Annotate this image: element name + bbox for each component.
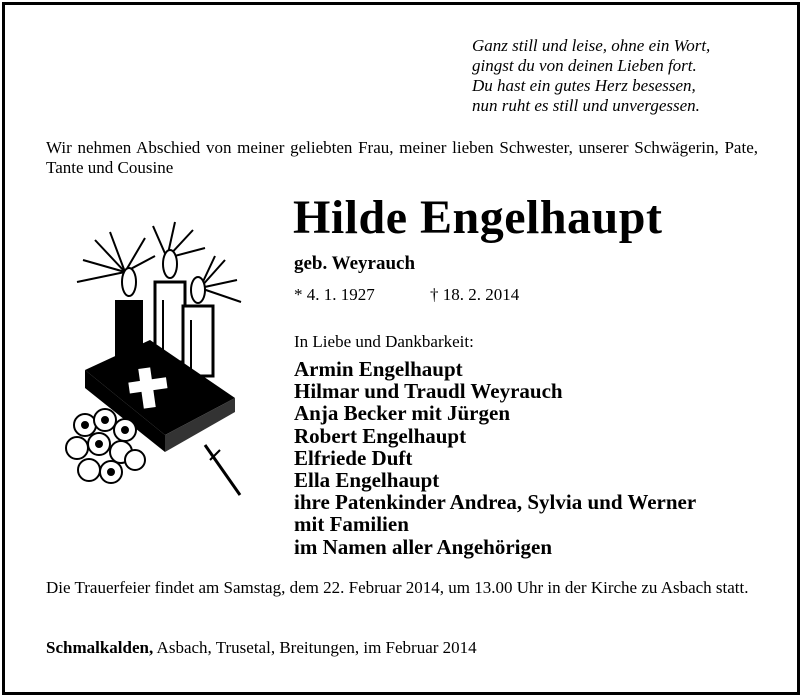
death-date: † 18. 2. 2014 [430,285,520,304]
poem-line: nun ruht es still und unvergessen. [472,96,700,115]
thanks-line: In Liebe und Dankbarkeit: [294,332,474,351]
mourners-list [294,358,696,558]
place-town: Schmalkalden, [46,638,154,657]
mourner-line: Hilmar und Traudl Weyrauch [294,379,563,404]
birth-date: * 4. 1. 1927 [294,285,375,304]
poem-line: gingst du von deinen Lieben fort. [472,56,697,75]
place-rest: Asbach, Trusetal, Breitungen, im Februar 2014 [156,638,477,657]
poem-line: Ganz still und leise, ohne ein Wort, [472,36,711,55]
mourner-line: Robert Engelhaupt [294,423,467,448]
candles-bible-illustration [55,220,255,520]
place-line [46,638,477,658]
mourner-line: Elfriede Duft [294,445,413,470]
mourner-line: Armin Engelhaupt [294,357,463,381]
mourner-line: im Namen aller Angehörigen [294,534,553,559]
poem-line: Du hast ein gutes Herz besessen, [472,76,696,95]
life-dates [294,285,519,305]
birth-name: geb. Weyrauch [294,253,416,274]
deceased-name: Hilde Engelhaupt [293,191,663,244]
mourner-line: ihre Patenkinder Andrea, Sylvia und Werner [294,490,697,515]
ceremony-text: Die Trauerfeier findet am Samstag, dem 22. Februar 2014, um 13.00 Uhr in der Kirche zu Asbach statt. [46,578,749,597]
mourner-line: Anja Becker mit Jürgen [294,401,510,426]
mourner-line: mit Familien [294,512,409,537]
poem [472,36,710,116]
intro-text: Wir nehmen Abschied von meiner geliebten Frau, meiner lieben Schwester, unserer Schwägerin, Pate, Tante und Cousine [46,138,758,177]
mourner-line: Ella Engelhaupt [294,468,440,493]
